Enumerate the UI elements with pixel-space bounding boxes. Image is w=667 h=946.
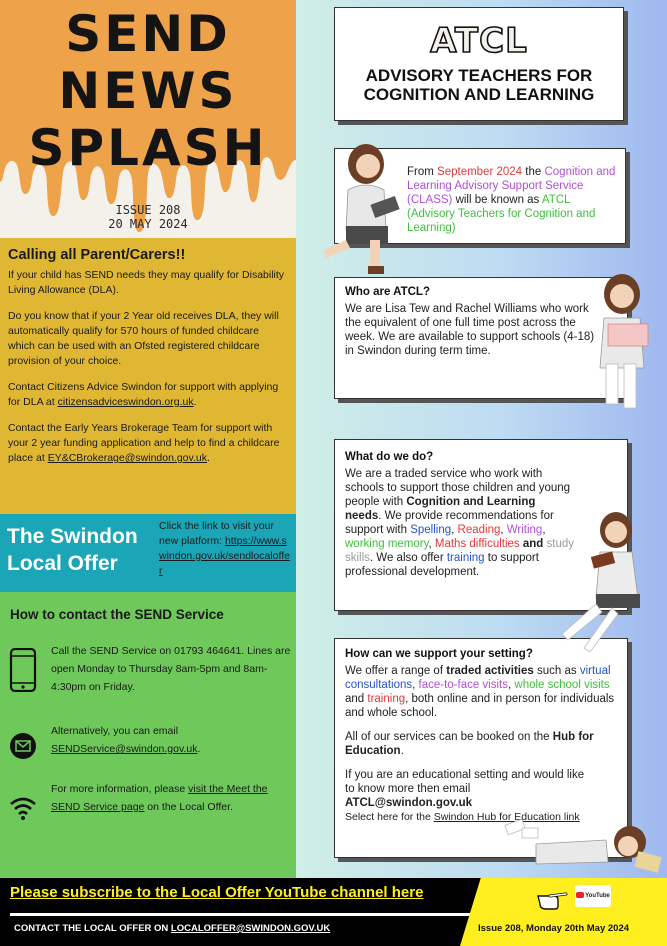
parents-p1: If your child has SEND needs they may qualify for Disability Living Allowance (DLA). [8,269,285,296]
right-column [296,0,667,878]
who-text: We are Lisa Tew and Rachel Williams who work the equivalent of one full time post across the week. We are available to support schools (4-18) in Swindon during term time. [345,303,595,357]
sept-class-name: Cognition and Learning Advisory Support Service (CLASS) [407,166,616,206]
what-text-c: . We provide recommendations for support with [345,510,554,536]
footer-divider [10,913,470,917]
how-p2-c: . [400,745,404,757]
how-p3: If you are an educational setting and would like to know more then email [345,769,585,795]
local-offer-line-2: Local Offer [7,552,118,575]
what-reading: Reading [457,524,501,536]
what-text-d: . We also offer [369,552,447,564]
who-heading: Who are ATCL? [345,286,430,298]
pointing-hand-icon [536,884,568,910]
issue-number: ISSUE 208 [115,203,181,217]
how-text-a: We offer a range of [345,665,447,677]
what-heading: What do we do? [345,451,434,463]
what-sep-1: , [451,524,458,536]
sept-text-e: will be known as [452,194,542,206]
what-text-e: to support professional development. [345,552,539,578]
parents-p4 [8,421,288,466]
how-text-c: such as [533,665,580,677]
what-and: and [519,538,547,550]
title-line-1: SEND [65,5,231,63]
local-offer-text [159,519,293,579]
footer-contact-line [14,923,330,934]
atcl-subtitle [335,66,623,104]
hub-for-education-link[interactable]: Swindon Hub for Education link [433,811,580,823]
local-offer-link[interactable]: https://www.swindon.gov.uk/sendlocaloffer [159,535,290,577]
what-sep-3: , [542,524,546,536]
atcl-header-box [334,7,624,121]
send-service-email-link[interactable]: SENDService@swindon.gov.uk [51,743,198,755]
p3-end: . [193,396,197,408]
p4-end: . [207,452,210,464]
subscribe-youtube-link[interactable]: Please subscribe to the Local Offer YouTube channel here [10,884,424,901]
email-icon [8,724,38,768]
phone-text: Call the SEND Service on 01793 464641. Lines are open Monday to Thursday 8am-5pm and 8am-4:30pm on Friday. [51,645,291,693]
footer [0,878,667,946]
sept-text-c: the [522,166,545,178]
how-traded: traded activities [446,665,534,677]
title-line-3: SPLASH [28,119,268,177]
girl-lying-reading-illustration [496,814,666,878]
local-offer-section [0,514,296,592]
brokerage-email-link[interactable]: EY&CBrokerage@swindon.gov.uk [47,452,207,464]
newsletter-title [0,6,296,177]
what-needs: Cognition and Learning needs [345,496,536,522]
what-text-a: We are a traded service who work with schools to support those children and young people with [345,468,571,508]
how-hub: Hub for Education [345,731,594,757]
how-f2f: face-to-face visits [418,679,508,691]
how-sep-1: , [412,679,419,691]
what-training: training [446,552,485,564]
youtube-logo[interactable] [575,885,611,907]
email-intro: Alternatively, you can email [51,725,179,737]
hub-link-intro: Select here for the [345,811,434,823]
footer-issue-line: Issue 208, Monday 20th May 2024 [478,923,630,934]
sept-text-a: From [407,166,438,178]
more-info-end: on the Local Offer. [144,801,233,813]
p4-text: Contact the Early Years Brokerage Team for support with your 2 year funding application and help to find a childcare place at [8,422,280,464]
localoffer-email-link[interactable]: LOCALOFFER@SWINDON.GOV.UK [170,923,331,934]
masthead [0,0,296,238]
parents-heading: Calling all Parent/Carers!! [8,247,186,263]
how-sep-2: , [508,679,515,691]
local-offer-line-1: The Swindon [7,525,138,548]
how-p1 [345,664,617,720]
local-offer-title [7,523,155,577]
how-virtual: virtual consultations [345,665,611,691]
p3-text: Contact Citizens Advice Swindon for support with applying for DLA at [8,381,279,408]
phone-icon [8,648,38,692]
email-end: . [197,743,201,755]
atcl-acronym: ATCL [430,21,528,61]
what-writing: Writing [506,524,543,536]
how-p2 [345,730,617,758]
email-text [51,722,291,758]
sept-atcl-name: ATCL (Advisory Teachers for Cognition and Learning) [407,194,596,234]
more-info-intro: For more information, please [51,783,189,795]
local-offer-intro: Click the link to visit your new platform: [159,520,274,547]
girl-reading-sitting-illustration [316,140,406,280]
how-p2-a: All of our services can be booked on the [345,731,553,743]
footer-contact-text: CONTACT THE LOCAL OFFER ON [14,923,171,934]
parents-p2: Do you know that if your 2 Year old receives DLA, they will automatically qualify for 570 hours of funded childcare which can be used with an Ofsted registered childcare provision of your choice. [8,310,279,367]
how-whole: whole school visits [514,679,610,691]
how-training: training [367,693,406,705]
wifi-icon [8,786,38,830]
what-sep-2: , [500,524,507,536]
contact-section [0,592,296,878]
what-spelling: Spelling [410,524,452,536]
atcl-email[interactable]: ATCL@swindon.gov.uk [345,797,473,809]
what-memory: working memory [345,538,429,550]
left-column [0,0,296,878]
girl-standing-reading-illustration [584,272,664,422]
what-study: study skills [345,538,575,564]
what-text [345,467,575,579]
how-and: and [345,693,368,705]
title-line-2: NEWS [58,62,238,120]
citizens-advice-link[interactable]: citizensadviceswindon.org.uk [57,396,194,408]
parents-section [0,238,296,514]
how-text-d: , both online and in person for individuals and whole school. [345,693,615,719]
what-maths: Maths difficulties [434,538,520,550]
more-info-text [51,780,291,816]
atcl-subtitle-line-2: COGNITION AND LEARNING [363,85,595,104]
youtube-play-icon [576,892,584,898]
sept-date: September 2024 [437,166,523,178]
issue-info [0,203,296,231]
contact-heading: How to contact the SEND Service [10,607,224,622]
atcl-subtitle-line-1: ADVISORY TEACHERS FOR [365,66,593,85]
what-sep-4: , [428,538,435,550]
youtube-label: YouTube [585,893,610,899]
girl-sitting-book-illustration [552,508,664,658]
meet-send-service-link[interactable]: visit the Meet the SEND Service page [51,783,268,813]
parents-p3 [8,380,288,410]
how-heading: How can we support your setting? [345,648,533,660]
issue-date: 20 MAY 2024 [108,217,188,231]
